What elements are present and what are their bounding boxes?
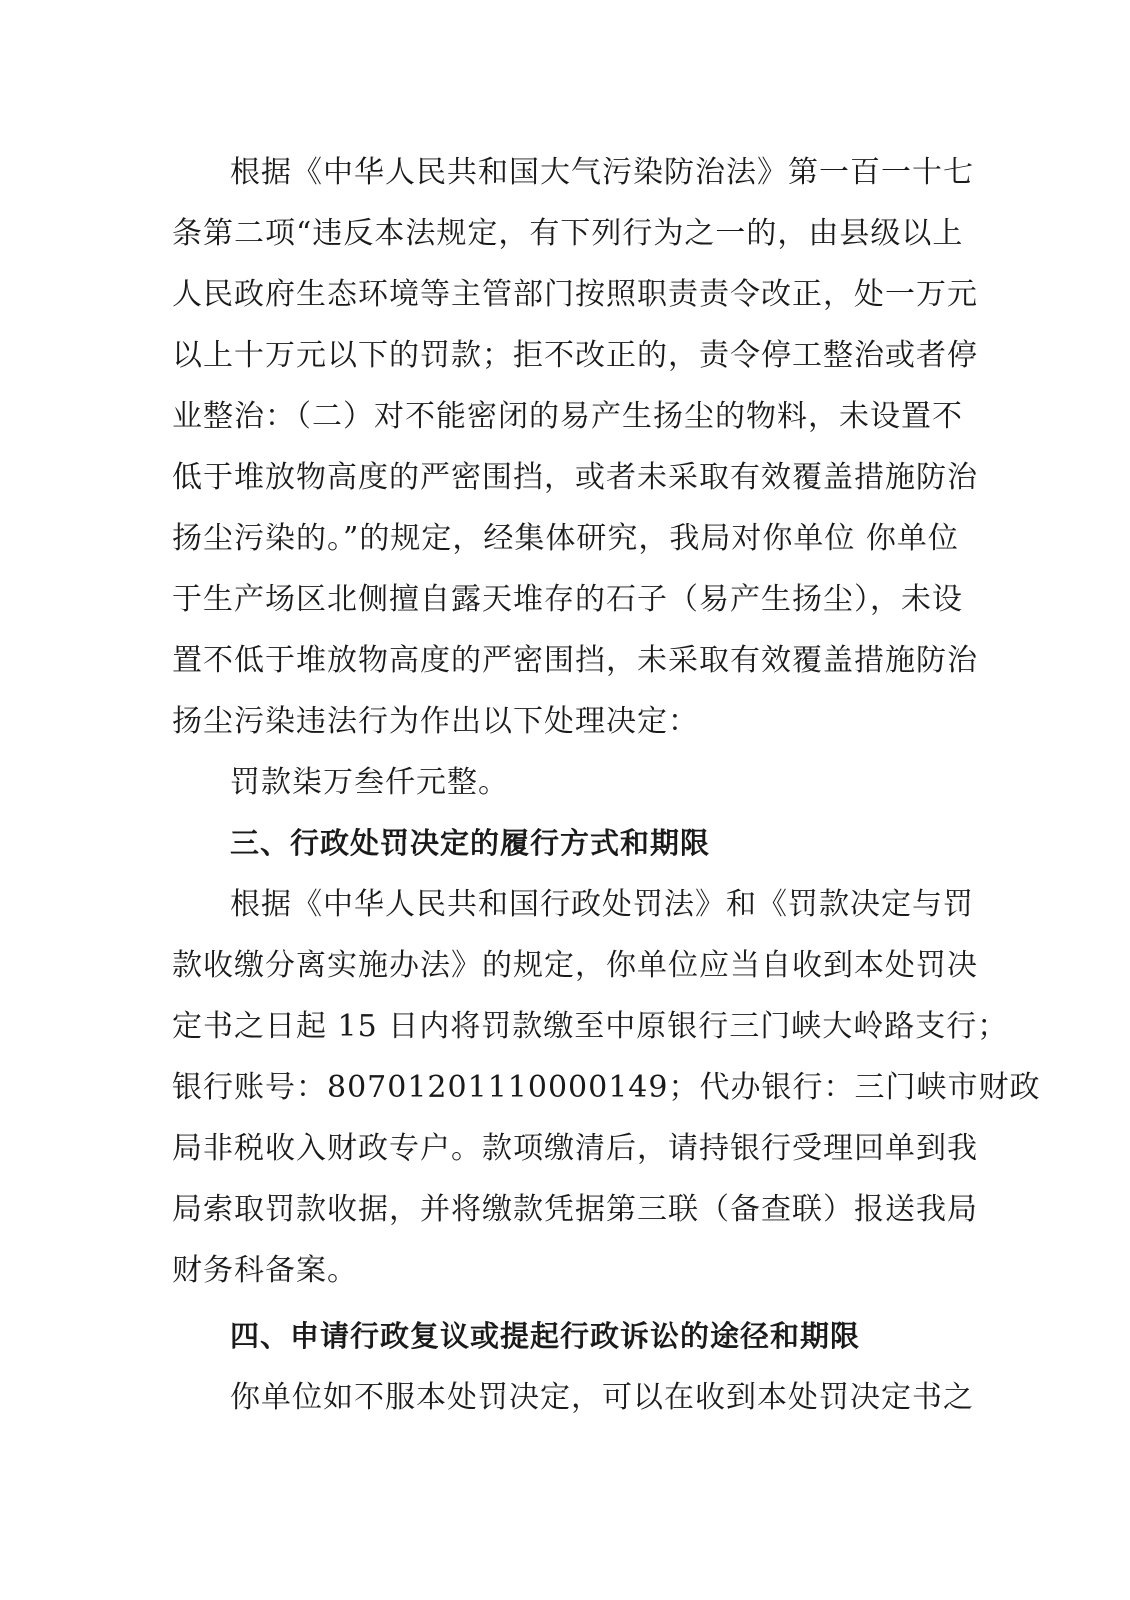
paragraph-line: 局非税收入财政专户。款项缴清后，请持银行受理回单到我 [172, 1131, 978, 1166]
paragraph-line: 你单位如不服本处罚决定，可以在收到本处罚决定书之 [230, 1380, 974, 1415]
paragraph-line: 根据《中华人民共和国大气污染防治法》第一百一十七 [230, 155, 974, 190]
paragraph-line: 款收缴分离实施办法》的规定，你单位应当自收到本处罚决 [172, 948, 978, 983]
paragraph-line: 条第二项“违反本法规定，有下列行为之一的，由县级以上 [172, 216, 964, 251]
paragraph-line: 财务科备案。 [172, 1253, 358, 1288]
document-body [172, 142, 1041, 1428]
paragraph-line: 局索取罚款收据，并将缴款凭据第三联（备查联）报送我局 [172, 1192, 978, 1227]
paragraph-line: 根据《中华人民共和国行政处罚法》和《罚款决定与罚 [230, 887, 974, 922]
paragraph-line: 于生产场区北侧擅自露天堆存的石子（易产生扬尘），未设 [172, 582, 963, 617]
paragraph-line: 人民政府生态环境等主管部门按照职责责令改正，处一万元 [172, 277, 978, 312]
paragraph-line: 业整治：（二）对不能密闭的易产生扬尘的物料，未设置不 [172, 399, 963, 434]
paragraph-line: 扬尘污染的。”的规定，经集体研究，我局对你单位 你单位 [172, 521, 959, 556]
penalty-amount-line: 罚款柒万叁仟元整。 [230, 765, 509, 800]
paragraph-line: 扬尘污染违法行为作出以下处理决定： [172, 704, 699, 739]
section-heading-four: 四、申请行政复议或提起行政诉讼的途径和期限 [230, 1319, 861, 1353]
paragraph-line: 置不低于堆放物高度的严密围挡，未采取有效覆盖措施防治 [172, 643, 978, 678]
bank-account-line: 银行账号：80701201110000149；代办银行：三门峡市财政 [172, 1070, 1041, 1105]
paragraph-line: 以上十万元以下的罚款；拒不改正的，责令停工整治或者停 [172, 338, 978, 373]
paragraph-line: 定书之日起 15 日内将罚款缴至中原银行三门峡大岭路支行； [172, 1009, 1009, 1044]
paragraph-line: 低于堆放物高度的严密围挡，或者未采取有效覆盖措施防治 [172, 460, 978, 495]
section-heading-three: 三、行政处罚决定的履行方式和期限 [230, 826, 711, 860]
